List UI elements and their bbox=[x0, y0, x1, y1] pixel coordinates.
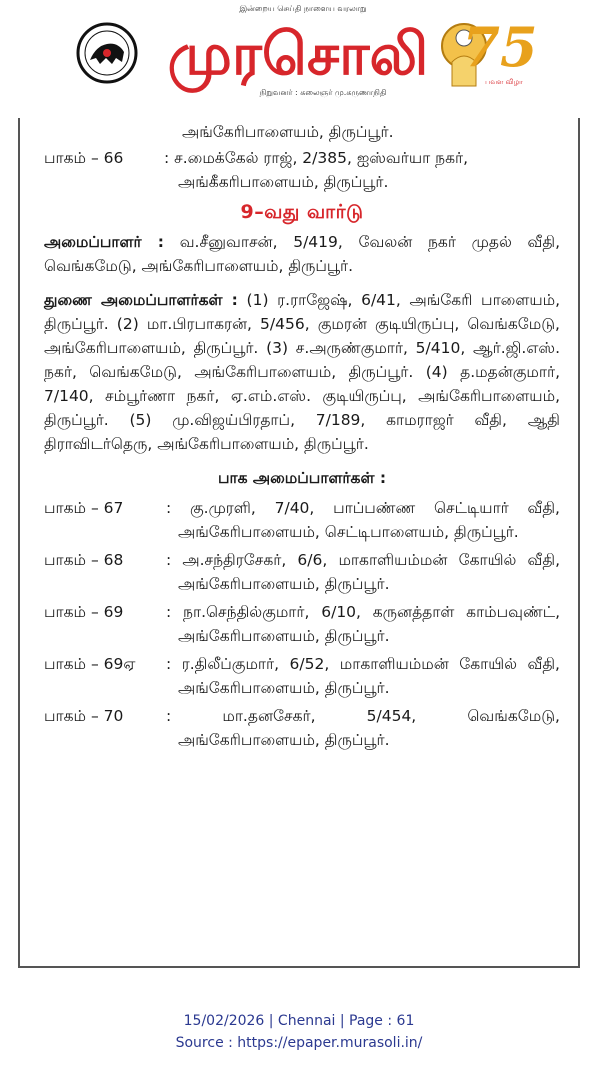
booth-label: பாகம் – 68 bbox=[44, 551, 124, 569]
footer-date-page: 15/02/2026 | Chennai | Page : 61 bbox=[183, 1013, 415, 1029]
deputy-paragraph bbox=[44, 288, 560, 456]
booth-label: பாகம் – 70 bbox=[44, 707, 124, 725]
booth-entry-66 bbox=[44, 146, 560, 194]
svg-text:பவள விழா: பவள விழா bbox=[485, 78, 523, 86]
deputy-text: (1) ர.ராஜேஷ், 6/41, அங்கேரி பாளையம், திருப்பூர். (2) மா.பிரபாகரன், 5/456, குமரன் குடியிருப்பு, வெங்கமேடு, அங்கேரிபாளையம், திருப்பூர். (3) ச.அருண்குமார், 5/410, ஆர்.ஜி.எஸ். நகர், வெங்கமேடு, அங்கேரிபாளையம், திருப்பூர். (4) த.மதன்குமார், 7/140, சம்பூர்ணா நகர், ஏ.எம்.எஸ். குடியிருப்பு, அங்கேரிபாளையம், திருப்பூர். (5) மு.விஜய்பிரதாப், 7/189, காமராஜர் வீதி, ஆதி திராவிடர்தெரு, அங்கேரிபாளையம், திருப்பூர். bbox=[44, 291, 561, 453]
booth-entry bbox=[44, 496, 560, 544]
booth-entry bbox=[44, 600, 560, 648]
masthead-founder-line: நிறுவனர் : கலைஞர் மு.கருணாநிதி bbox=[259, 88, 387, 97]
booth-label: பாகம் – 69 bbox=[44, 603, 124, 621]
booth-text: : நா.செந்தில்குமார், 6/10, கருனத்தாள் காம்பவுண்ட், அங்கேரிபாளையம், திருப்பூர். bbox=[166, 603, 560, 645]
booth-label: பாகம் – 69ஏ bbox=[44, 655, 136, 673]
masthead bbox=[0, 0, 598, 112]
booth-text: : அ.சந்திரசேகர், 6/6, மாகாளியம்மன் கோயில் வீதி, அங்கேரிபாளையம், திருப்பூர். bbox=[166, 551, 560, 593]
murasoli-logo bbox=[148, 10, 448, 90]
organizer-paragraph bbox=[44, 230, 560, 278]
page-footer bbox=[0, 1010, 598, 1054]
booth-entry bbox=[44, 704, 560, 752]
organizer-label: அமைப்பாளர் : bbox=[44, 233, 164, 251]
svg-text:75: 75 bbox=[462, 15, 538, 79]
booth-entry bbox=[44, 652, 560, 700]
booth-text: : மா.தனசேகர், 5/454, வெங்கமேடு, அங்கேரிபாளையம், திருப்பூர். bbox=[166, 707, 560, 749]
booth-line-1: : ச.மைக்கேல் ராஜ், 2/385, ஐஸ்வர்யா நகர், bbox=[164, 149, 469, 167]
booth-line-2: அங்கீகரிபாளையம், திருப்பூர். bbox=[178, 173, 389, 191]
booth-entry bbox=[44, 548, 560, 596]
masthead-tagline: இன்றைய செய்தி நாளைய வரலாறு bbox=[239, 4, 367, 13]
booth-text: : கு.முரளி, 7/40, பாப்பண்ண செட்டியார் வீதி, அங்கேரிபாளையம், செட்டிபாளையம், திருப்பூர். bbox=[166, 499, 560, 541]
booth-text: : ர.திலீப்குமார், 6/52, மாகாளியம்மன் கோயில் வீதி, அங்கேரிபாளையம், திருப்பூர். bbox=[166, 655, 560, 697]
continued-address: அங்கேரிபாளையம், திருப்பூர். bbox=[182, 123, 394, 141]
booth-label: பாகம் – 66 bbox=[44, 149, 124, 167]
article-content bbox=[44, 120, 560, 752]
svg-text:முரசொலி: முரசொலி bbox=[167, 20, 429, 88]
footer-source-link[interactable]: Source : https://epaper.murasoli.in/ bbox=[175, 1035, 423, 1051]
booth-heading: பாக அமைப்பாளர்கள் : bbox=[217, 469, 387, 487]
party-emblem-icon bbox=[76, 22, 138, 84]
deputy-label: துணை அமைப்பாளர்கள் : bbox=[44, 291, 238, 309]
organizer-text: வ.சீனுவாசன், 5/419, வேலன் நகர் முதல் வீதி, வெங்கமேடு, அங்கேரிபாளையம், திருப்பூர். bbox=[44, 233, 560, 275]
75-anniversary-icon bbox=[430, 6, 538, 102]
booth-label: பாகம் – 67 bbox=[44, 499, 124, 517]
ward-heading: 9–வது வார்டு bbox=[240, 201, 364, 223]
